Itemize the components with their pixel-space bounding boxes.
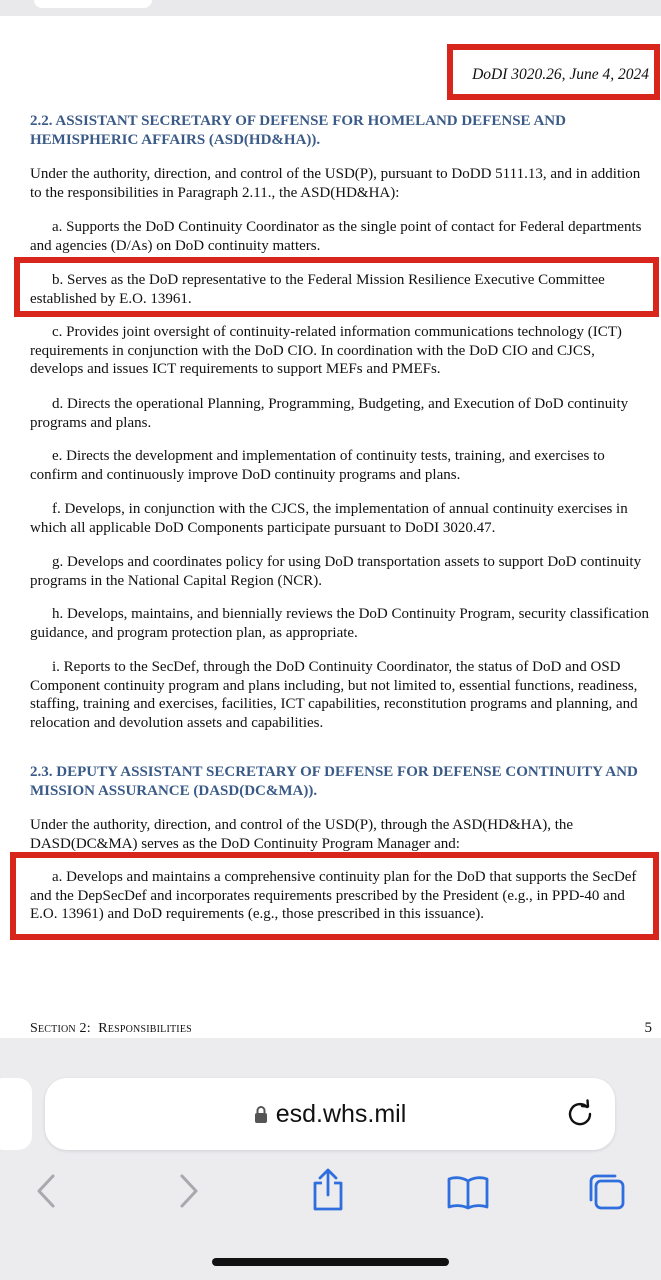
footer-section-name: Responsibilities	[98, 1021, 192, 1036]
lock-icon	[254, 1102, 268, 1131]
highlight-box-header	[447, 44, 660, 100]
previous-tab-preview[interactable]	[0, 1078, 32, 1150]
forward-icon[interactable]	[176, 1171, 202, 1216]
item-text: d. Directs the operational Planning, Programming, Budgeting, and Execution of DoD continuity programs and plans.	[30, 396, 629, 431]
item-2-2-c	[30, 323, 650, 379]
item-2-2-e	[30, 447, 650, 484]
item-2-2-i	[30, 658, 650, 732]
section-2-2-intro: Under the authority, direction, and control of the USD(P), pursuant to DoDD 5111.13, and in addition to the responsibilities in Paragraph 2.11., the ASD(HD&HA):	[30, 166, 641, 201]
footer-section-title	[30, 1021, 192, 1037]
document-reference: DoDI 3020.26, June 4, 2024	[472, 66, 649, 83]
item-text: g. Develops and coordinates policy for using DoD transportation assets to support DoD continuity programs in the National Capital Region (NCR).	[30, 554, 642, 589]
back-icon[interactable]	[33, 1171, 59, 1216]
item-2-2-f	[30, 500, 650, 537]
section-heading-2-2: 2.2. ASSISTANT SECRETARY OF DEFENSE FOR HOMELAND DEFENSE AND HEMISPHERIC AFFAIRS (ASD(HD&HA)).	[30, 113, 566, 148]
item-text: b. Serves as the DoD representative to the Federal Mission Resilience Executive Committee established by E.O. 13961.	[30, 272, 605, 307]
item-2-2-a	[30, 218, 650, 255]
section-2-3-intro: Under the authority, direction, and control of the USD(P), through the ASD(HD&HA), the DASD(DC&MA) serves as the DoD Continuity Program Manager and:	[30, 817, 574, 852]
item-text: f. Develops, in conjunction with the CJCS, the implementation of annual continuity exercises in which all applicable DoD Components participate pursuant to DoDI 3020.47.	[30, 501, 628, 536]
item-text: i. Reports to the SecDef, through the DoD Continuity Coordinator, the status of DoD and OSD Component continuity program and plans including, but not limited to, essential functions, readiness, staffing, training and exercises, facilities, ICT capabilities, reconstitution programs and planning, and relocation and devolution assets and capabilities.	[30, 659, 638, 731]
share-icon[interactable]	[310, 1168, 346, 1217]
item-text: e. Directs the development and implementation of continuity tests, training, and exercises to confirm and continuously improve DoD continuity programs and plans.	[30, 448, 605, 483]
previous-page-card	[34, 0, 152, 8]
footer-section-label: Section 2:	[30, 1021, 91, 1036]
section-heading-2-3: 2.3. DEPUTY ASSISTANT SECRETARY OF DEFENSE FOR DEFENSE CONTINUITY AND MISSION ASSURANCE (DASD(DC&MA)).	[30, 764, 638, 799]
document-page	[0, 16, 661, 1038]
item-2-2-d	[30, 395, 650, 432]
address-bar[interactable]	[45, 1078, 615, 1150]
tabs-icon[interactable]	[587, 1172, 627, 1217]
item-text: h. Develops, maintains, and biennially reviews the DoD Continuity Program, security classification guidance, and program protection plan, as appropriate.	[30, 606, 649, 641]
item-text: c. Provides joint oversight of continuity-related information communications technology (ICT) requirements in conjunction with the DoD CIO. In coordination with the DoD CIO and CJCS, develops and issues ICT requirements to support MEFs and PMEFs.	[30, 324, 622, 377]
highlight-box-item-b	[14, 257, 659, 317]
home-indicator[interactable]	[212, 1258, 449, 1266]
item-2-2-g	[30, 553, 650, 590]
browser-toolbar	[0, 1038, 661, 1280]
address-display	[45, 1100, 615, 1131]
page-number: 5	[644, 1020, 652, 1036]
highlight-box-item-2-3-a	[10, 852, 659, 940]
item-text: a. Develops and maintains a comprehensive continuity plan for the DoD that supports the SecDef and the DepSecDef and incorporates requirements prescribed by the President (e.g., in PPD-40 and E.O. 13961) and DoD requirements (e.g., those prescribed in this issuance).	[30, 869, 637, 922]
item-2-2-h	[30, 605, 650, 642]
previous-page-strip	[0, 0, 661, 16]
url-text: esd.whs.mil	[275, 1100, 407, 1128]
item-text: a. Supports the DoD Continuity Coordinator as the single point of contact for Federal departments and agencies (D/As) on DoD continuity matters.	[30, 219, 642, 254]
bookmarks-icon[interactable]	[446, 1174, 490, 1215]
reload-icon[interactable]	[565, 1098, 595, 1133]
